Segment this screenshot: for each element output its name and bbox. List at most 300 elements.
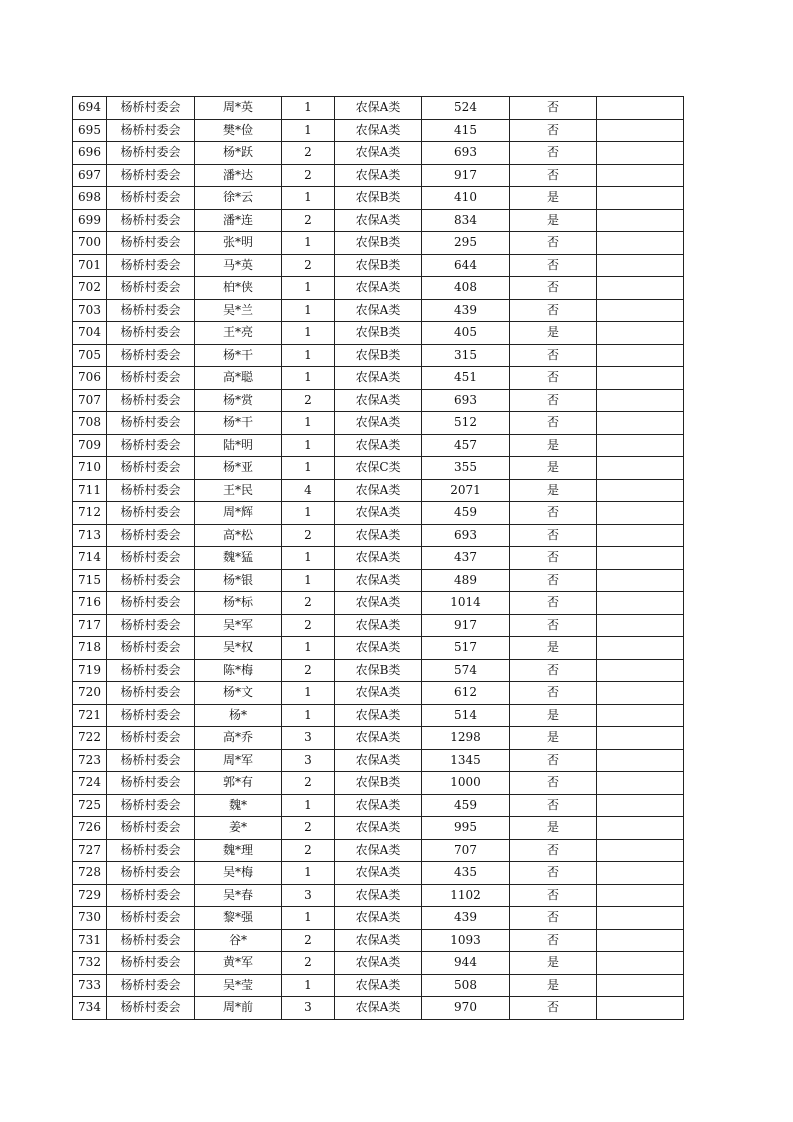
- amount-cell: 693: [422, 524, 510, 547]
- household-size-cell: 2: [282, 614, 335, 637]
- flag-cell: 是: [510, 322, 597, 345]
- table-row: [73, 142, 684, 165]
- village-cell: 杨桥村委会: [107, 322, 195, 345]
- row-number-cell: 727: [73, 839, 107, 862]
- name-cell: 王*民: [195, 479, 282, 502]
- remark-cell: [597, 637, 684, 660]
- household-size-cell: 1: [282, 637, 335, 660]
- household-size-cell: 1: [282, 569, 335, 592]
- household-size-cell: 1: [282, 187, 335, 210]
- table-row: [73, 637, 684, 660]
- insurance-type-cell: 农保A类: [335, 524, 422, 547]
- flag-cell: 否: [510, 502, 597, 525]
- amount-cell: 1093: [422, 929, 510, 952]
- insurance-type-cell: 农保A类: [335, 479, 422, 502]
- insurance-type-cell: 农保A类: [335, 119, 422, 142]
- insurance-type-cell: 农保A类: [335, 547, 422, 570]
- insurance-type-cell: 农保A类: [335, 367, 422, 390]
- name-cell: 周*前: [195, 997, 282, 1020]
- flag-cell: 是: [510, 817, 597, 840]
- row-number-cell: 699: [73, 209, 107, 232]
- flag-cell: 否: [510, 749, 597, 772]
- insurance-type-cell: 农保A类: [335, 794, 422, 817]
- insurance-type-cell: 农保A类: [335, 682, 422, 705]
- household-size-cell: 3: [282, 749, 335, 772]
- table-row: [73, 412, 684, 435]
- village-cell: 杨桥村委会: [107, 367, 195, 390]
- household-size-cell: 1: [282, 97, 335, 120]
- table-row: [73, 367, 684, 390]
- table-row: [73, 97, 684, 120]
- flag-cell: 否: [510, 839, 597, 862]
- amount-cell: 439: [422, 907, 510, 930]
- row-number-cell: 712: [73, 502, 107, 525]
- flag-cell: 是: [510, 479, 597, 502]
- village-cell: 杨桥村委会: [107, 277, 195, 300]
- flag-cell: 否: [510, 547, 597, 570]
- row-number-cell: 704: [73, 322, 107, 345]
- name-cell: 杨*干: [195, 412, 282, 435]
- village-cell: 杨桥村委会: [107, 187, 195, 210]
- amount-cell: 707: [422, 839, 510, 862]
- amount-cell: 693: [422, 389, 510, 412]
- amount-cell: 459: [422, 502, 510, 525]
- name-cell: 潘*连: [195, 209, 282, 232]
- remark-cell: [597, 907, 684, 930]
- flag-cell: 否: [510, 254, 597, 277]
- remark-cell: [597, 389, 684, 412]
- name-cell: 魏*理: [195, 839, 282, 862]
- insurance-type-cell: 农保A类: [335, 142, 422, 165]
- amount-cell: 1298: [422, 727, 510, 750]
- name-cell: 樊*俭: [195, 119, 282, 142]
- name-cell: 杨*: [195, 704, 282, 727]
- name-cell: 张*明: [195, 232, 282, 255]
- name-cell: 杨*赏: [195, 389, 282, 412]
- remark-cell: [597, 277, 684, 300]
- name-cell: 周*辉: [195, 502, 282, 525]
- row-number-cell: 732: [73, 952, 107, 975]
- name-cell: 杨*干: [195, 344, 282, 367]
- name-cell: 吴*兰: [195, 299, 282, 322]
- flag-cell: 否: [510, 524, 597, 547]
- remark-cell: [597, 142, 684, 165]
- amount-cell: 435: [422, 862, 510, 885]
- row-number-cell: 715: [73, 569, 107, 592]
- village-cell: 杨桥村委会: [107, 97, 195, 120]
- table-row: [73, 772, 684, 795]
- remark-cell: [597, 254, 684, 277]
- row-number-cell: 729: [73, 884, 107, 907]
- insurance-type-cell: 农保A类: [335, 817, 422, 840]
- flag-cell: 是: [510, 457, 597, 480]
- household-size-cell: 2: [282, 592, 335, 615]
- village-cell: 杨桥村委会: [107, 164, 195, 187]
- amount-cell: 451: [422, 367, 510, 390]
- household-size-cell: 1: [282, 412, 335, 435]
- name-cell: 陆*明: [195, 434, 282, 457]
- table-row: [73, 794, 684, 817]
- remark-cell: [597, 97, 684, 120]
- village-cell: 杨桥村委会: [107, 119, 195, 142]
- village-cell: 杨桥村委会: [107, 614, 195, 637]
- row-number-cell: 730: [73, 907, 107, 930]
- amount-cell: 917: [422, 614, 510, 637]
- remark-cell: [597, 884, 684, 907]
- household-size-cell: 1: [282, 322, 335, 345]
- row-number-cell: 720: [73, 682, 107, 705]
- table-row: [73, 502, 684, 525]
- amount-cell: 489: [422, 569, 510, 592]
- table-row: [73, 547, 684, 570]
- household-size-cell: 1: [282, 547, 335, 570]
- name-cell: 魏*: [195, 794, 282, 817]
- insurance-type-cell: 农保A类: [335, 209, 422, 232]
- flag-cell: 否: [510, 389, 597, 412]
- village-cell: 杨桥村委会: [107, 704, 195, 727]
- name-cell: 魏*猛: [195, 547, 282, 570]
- flag-cell: 否: [510, 142, 597, 165]
- insurance-type-cell: 农保A类: [335, 569, 422, 592]
- insurance-type-cell: 农保B类: [335, 772, 422, 795]
- table-row: [73, 884, 684, 907]
- village-cell: 杨桥村委会: [107, 232, 195, 255]
- name-cell: 杨*银: [195, 569, 282, 592]
- remark-cell: [597, 299, 684, 322]
- table-row: [73, 997, 684, 1020]
- amount-cell: 459: [422, 794, 510, 817]
- village-cell: 杨桥村委会: [107, 772, 195, 795]
- table-row: [73, 299, 684, 322]
- village-cell: 杨桥村委会: [107, 254, 195, 277]
- row-number-cell: 721: [73, 704, 107, 727]
- flag-cell: 否: [510, 232, 597, 255]
- amount-cell: 644: [422, 254, 510, 277]
- village-cell: 杨桥村委会: [107, 682, 195, 705]
- amount-cell: 612: [422, 682, 510, 705]
- remark-cell: [597, 817, 684, 840]
- household-size-cell: 2: [282, 929, 335, 952]
- flag-cell: 否: [510, 907, 597, 930]
- remark-cell: [597, 344, 684, 367]
- flag-cell: 是: [510, 974, 597, 997]
- flag-cell: 是: [510, 727, 597, 750]
- name-cell: 杨*亚: [195, 457, 282, 480]
- insurance-type-cell: 农保A类: [335, 164, 422, 187]
- amount-cell: 295: [422, 232, 510, 255]
- village-cell: 杨桥村委会: [107, 524, 195, 547]
- name-cell: 吴*春: [195, 884, 282, 907]
- insurance-type-cell: 农保A类: [335, 884, 422, 907]
- remark-cell: [597, 412, 684, 435]
- household-size-cell: 3: [282, 997, 335, 1020]
- name-cell: 徐*云: [195, 187, 282, 210]
- amount-cell: 995: [422, 817, 510, 840]
- table-row: [73, 232, 684, 255]
- amount-cell: 315: [422, 344, 510, 367]
- row-number-cell: 711: [73, 479, 107, 502]
- amount-cell: 508: [422, 974, 510, 997]
- row-number-cell: 698: [73, 187, 107, 210]
- village-cell: 杨桥村委会: [107, 569, 195, 592]
- flag-cell: 是: [510, 434, 597, 457]
- household-size-cell: 1: [282, 367, 335, 390]
- village-cell: 杨桥村委会: [107, 434, 195, 457]
- row-number-cell: 709: [73, 434, 107, 457]
- village-cell: 杨桥村委会: [107, 907, 195, 930]
- insurance-type-cell: 农保A类: [335, 974, 422, 997]
- remark-cell: [597, 187, 684, 210]
- amount-cell: 917: [422, 164, 510, 187]
- table-row: [73, 569, 684, 592]
- household-size-cell: 1: [282, 704, 335, 727]
- household-size-cell: 1: [282, 232, 335, 255]
- table-row: [73, 187, 684, 210]
- remark-cell: [597, 209, 684, 232]
- amount-cell: 2071: [422, 479, 510, 502]
- table-row: [73, 659, 684, 682]
- flag-cell: 是: [510, 704, 597, 727]
- household-size-cell: 1: [282, 502, 335, 525]
- village-cell: 杨桥村委会: [107, 389, 195, 412]
- name-cell: 杨*文: [195, 682, 282, 705]
- row-number-cell: 722: [73, 727, 107, 750]
- household-size-cell: 2: [282, 142, 335, 165]
- household-size-cell: 1: [282, 434, 335, 457]
- household-size-cell: 2: [282, 659, 335, 682]
- flag-cell: 否: [510, 97, 597, 120]
- remark-cell: [597, 434, 684, 457]
- insurance-type-cell: 农保B类: [335, 187, 422, 210]
- table-row: [73, 209, 684, 232]
- row-number-cell: 695: [73, 119, 107, 142]
- insurance-type-cell: 农保A类: [335, 389, 422, 412]
- amount-cell: 693: [422, 142, 510, 165]
- name-cell: 黄*军: [195, 952, 282, 975]
- remark-cell: [597, 457, 684, 480]
- amount-cell: 355: [422, 457, 510, 480]
- flag-cell: 否: [510, 659, 597, 682]
- village-cell: 杨桥村委会: [107, 727, 195, 750]
- remark-cell: [597, 974, 684, 997]
- household-size-cell: 2: [282, 164, 335, 187]
- table-row: [73, 682, 684, 705]
- name-cell: 姜*: [195, 817, 282, 840]
- insurance-type-cell: 农保A类: [335, 614, 422, 637]
- row-number-cell: 708: [73, 412, 107, 435]
- household-size-cell: 3: [282, 727, 335, 750]
- table-row: [73, 479, 684, 502]
- row-number-cell: 719: [73, 659, 107, 682]
- row-number-cell: 697: [73, 164, 107, 187]
- flag-cell: 是: [510, 637, 597, 660]
- remark-cell: [597, 479, 684, 502]
- insurance-type-cell: 农保A类: [335, 299, 422, 322]
- row-number-cell: 734: [73, 997, 107, 1020]
- table-row: [73, 839, 684, 862]
- household-size-cell: 1: [282, 277, 335, 300]
- insurance-type-cell: 农保A类: [335, 434, 422, 457]
- row-number-cell: 714: [73, 547, 107, 570]
- table-row: [73, 749, 684, 772]
- flag-cell: 否: [510, 277, 597, 300]
- row-number-cell: 705: [73, 344, 107, 367]
- table-row: [73, 704, 684, 727]
- insurance-type-cell: 农保A类: [335, 727, 422, 750]
- amount-cell: 408: [422, 277, 510, 300]
- flag-cell: 是: [510, 952, 597, 975]
- row-number-cell: 726: [73, 817, 107, 840]
- household-size-cell: 2: [282, 209, 335, 232]
- flag-cell: 否: [510, 164, 597, 187]
- remark-cell: [597, 682, 684, 705]
- flag-cell: 否: [510, 299, 597, 322]
- row-number-cell: 694: [73, 97, 107, 120]
- village-cell: 杨桥村委会: [107, 299, 195, 322]
- name-cell: 郭*有: [195, 772, 282, 795]
- row-number-cell: 707: [73, 389, 107, 412]
- name-cell: 吴*梅: [195, 862, 282, 885]
- village-cell: 杨桥村委会: [107, 659, 195, 682]
- amount-cell: 524: [422, 97, 510, 120]
- row-number-cell: 696: [73, 142, 107, 165]
- amount-cell: 457: [422, 434, 510, 457]
- insurance-type-cell: 农保B类: [335, 659, 422, 682]
- remark-cell: [597, 569, 684, 592]
- row-number-cell: 701: [73, 254, 107, 277]
- household-size-cell: 1: [282, 119, 335, 142]
- row-number-cell: 700: [73, 232, 107, 255]
- flag-cell: 否: [510, 569, 597, 592]
- row-number-cell: 733: [73, 974, 107, 997]
- table-row: [73, 434, 684, 457]
- flag-cell: 否: [510, 929, 597, 952]
- name-cell: 柏*侠: [195, 277, 282, 300]
- remark-cell: [597, 862, 684, 885]
- village-cell: 杨桥村委会: [107, 479, 195, 502]
- village-cell: 杨桥村委会: [107, 209, 195, 232]
- insurance-type-cell: 农保A类: [335, 592, 422, 615]
- household-size-cell: 2: [282, 772, 335, 795]
- amount-cell: 514: [422, 704, 510, 727]
- name-cell: 潘*达: [195, 164, 282, 187]
- household-size-cell: 2: [282, 524, 335, 547]
- insurance-type-cell: 农保B类: [335, 344, 422, 367]
- table-row: [73, 727, 684, 750]
- village-cell: 杨桥村委会: [107, 142, 195, 165]
- row-number-cell: 710: [73, 457, 107, 480]
- household-size-cell: 1: [282, 344, 335, 367]
- insurance-type-cell: 农保B类: [335, 322, 422, 345]
- amount-cell: 834: [422, 209, 510, 232]
- household-size-cell: 1: [282, 682, 335, 705]
- table-row: [73, 254, 684, 277]
- remark-cell: [597, 502, 684, 525]
- row-number-cell: 703: [73, 299, 107, 322]
- table-row: [73, 389, 684, 412]
- amount-cell: 1000: [422, 772, 510, 795]
- remark-cell: [597, 794, 684, 817]
- flag-cell: 否: [510, 367, 597, 390]
- flag-cell: 否: [510, 682, 597, 705]
- household-size-cell: 1: [282, 299, 335, 322]
- remark-cell: [597, 749, 684, 772]
- amount-cell: 410: [422, 187, 510, 210]
- household-size-cell: 1: [282, 457, 335, 480]
- amount-cell: 1102: [422, 884, 510, 907]
- name-cell: 杨*跃: [195, 142, 282, 165]
- amount-cell: 1345: [422, 749, 510, 772]
- flag-cell: 是: [510, 187, 597, 210]
- village-cell: 杨桥村委会: [107, 997, 195, 1020]
- insurance-type-cell: 农保A类: [335, 952, 422, 975]
- amount-cell: 1014: [422, 592, 510, 615]
- remark-cell: [597, 772, 684, 795]
- amount-cell: 512: [422, 412, 510, 435]
- insurance-type-cell: 农保B类: [335, 254, 422, 277]
- household-size-cell: 2: [282, 952, 335, 975]
- household-size-cell: 1: [282, 862, 335, 885]
- table-row: [73, 974, 684, 997]
- remark-cell: [597, 704, 684, 727]
- row-number-cell: 713: [73, 524, 107, 547]
- table-row: [73, 862, 684, 885]
- insurance-type-cell: 农保A类: [335, 997, 422, 1020]
- remark-cell: [597, 839, 684, 862]
- household-size-cell: 2: [282, 817, 335, 840]
- table-row: [73, 277, 684, 300]
- insurance-type-cell: 农保A类: [335, 907, 422, 930]
- row-number-cell: 723: [73, 749, 107, 772]
- name-cell: 吴*军: [195, 614, 282, 637]
- table-row: [73, 164, 684, 187]
- name-cell: 高*聪: [195, 367, 282, 390]
- amount-cell: 944: [422, 952, 510, 975]
- remark-cell: [597, 119, 684, 142]
- remark-cell: [597, 547, 684, 570]
- remark-cell: [597, 322, 684, 345]
- remark-cell: [597, 997, 684, 1020]
- village-cell: 杨桥村委会: [107, 457, 195, 480]
- name-cell: 谷*: [195, 929, 282, 952]
- flag-cell: 否: [510, 119, 597, 142]
- household-size-cell: 4: [282, 479, 335, 502]
- remark-cell: [597, 524, 684, 547]
- table-row: [73, 929, 684, 952]
- village-cell: 杨桥村委会: [107, 502, 195, 525]
- table-row: [73, 614, 684, 637]
- village-cell: 杨桥村委会: [107, 817, 195, 840]
- row-number-cell: 717: [73, 614, 107, 637]
- amount-cell: 437: [422, 547, 510, 570]
- amount-cell: 970: [422, 997, 510, 1020]
- household-size-cell: 2: [282, 254, 335, 277]
- insurance-type-cell: 农保A类: [335, 839, 422, 862]
- village-cell: 杨桥村委会: [107, 592, 195, 615]
- village-cell: 杨桥村委会: [107, 952, 195, 975]
- household-size-cell: 1: [282, 974, 335, 997]
- table-row: [73, 457, 684, 480]
- table-row: [73, 952, 684, 975]
- row-number-cell: 724: [73, 772, 107, 795]
- insurance-type-cell: 农保C类: [335, 457, 422, 480]
- household-size-cell: 3: [282, 884, 335, 907]
- village-cell: 杨桥村委会: [107, 547, 195, 570]
- remark-cell: [597, 592, 684, 615]
- name-cell: 高*乔: [195, 727, 282, 750]
- village-cell: 杨桥村委会: [107, 749, 195, 772]
- remark-cell: [597, 614, 684, 637]
